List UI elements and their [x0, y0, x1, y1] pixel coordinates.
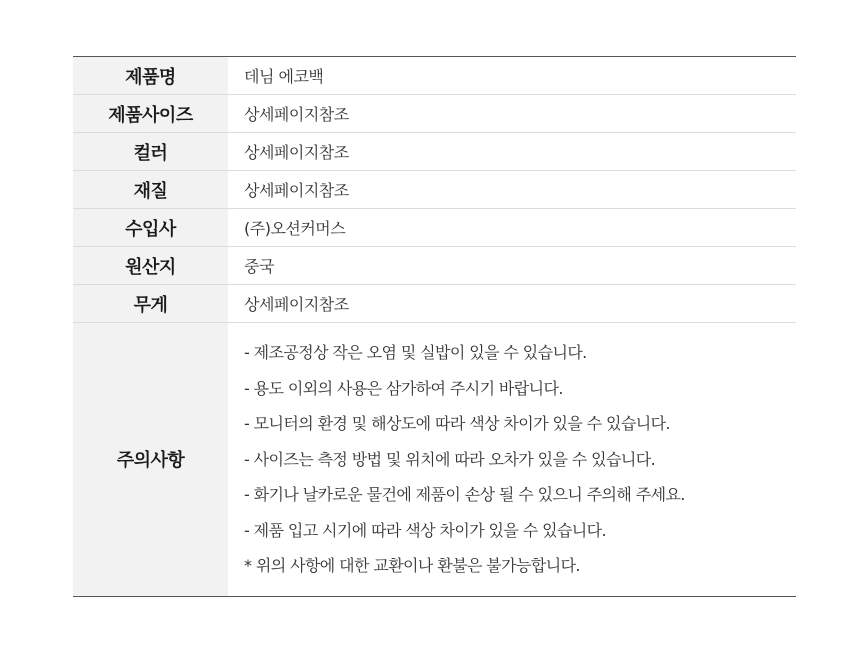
cautions-content	[228, 323, 796, 597]
spec-label: 제품사이즈	[73, 95, 228, 133]
spec-value: 상세페이지참조	[228, 133, 796, 171]
caution-item: - 제품 입고 시기에 따라 색상 차이가 있을 수 있습니다.	[244, 520, 607, 540]
spec-value: 중국	[228, 247, 796, 285]
spec-row-color	[73, 133, 796, 171]
caution-item: - 화기나 날카로운 물건에 제품이 손상 될 수 있으니 주의해 주세요.	[244, 485, 685, 504]
product-info-table	[73, 56, 796, 597]
cautions-list	[244, 335, 796, 584]
spec-label: 무게	[73, 285, 228, 323]
caution-item: - 용도 이외의 사용은 삼가하여 주시기 바랍니다.	[244, 378, 563, 398]
spec-label: 제품명	[73, 57, 228, 95]
spec-value: 상세페이지참조	[228, 95, 796, 133]
spec-row-importer	[73, 209, 796, 247]
spec-label: 수입사	[73, 209, 228, 247]
spec-row-weight	[73, 285, 796, 323]
spec-value: (주)오션커머스	[228, 209, 796, 247]
spec-label: 컬러	[73, 133, 228, 171]
spec-row-product-name	[73, 57, 796, 95]
caution-item: * 위의 사항에 대한 교환이나 환불은 불가능합니다.	[244, 556, 580, 575]
caution-item: - 제조공정상 작은 오염 및 실밥이 있을 수 있습니다.	[244, 343, 587, 362]
spec-row-product-size	[73, 95, 796, 133]
spec-row-cautions	[73, 323, 796, 597]
cautions-label: 주의사항	[73, 323, 228, 597]
caution-item: - 모니터의 환경 및 해상도에 따라 색상 차이가 있을 수 있습니다.	[244, 414, 670, 433]
spec-label: 원산지	[73, 247, 228, 285]
caution-item: - 사이즈는 측정 방법 및 위치에 따라 오차가 있을 수 있습니다.	[244, 449, 656, 469]
spec-value: 상세페이지참조	[228, 171, 796, 209]
spec-row-material	[73, 171, 796, 209]
spec-label: 재질	[73, 171, 228, 209]
spec-value: 상세페이지참조	[228, 285, 796, 323]
spec-value: 데님 에코백	[228, 57, 796, 95]
spec-row-origin	[73, 247, 796, 285]
